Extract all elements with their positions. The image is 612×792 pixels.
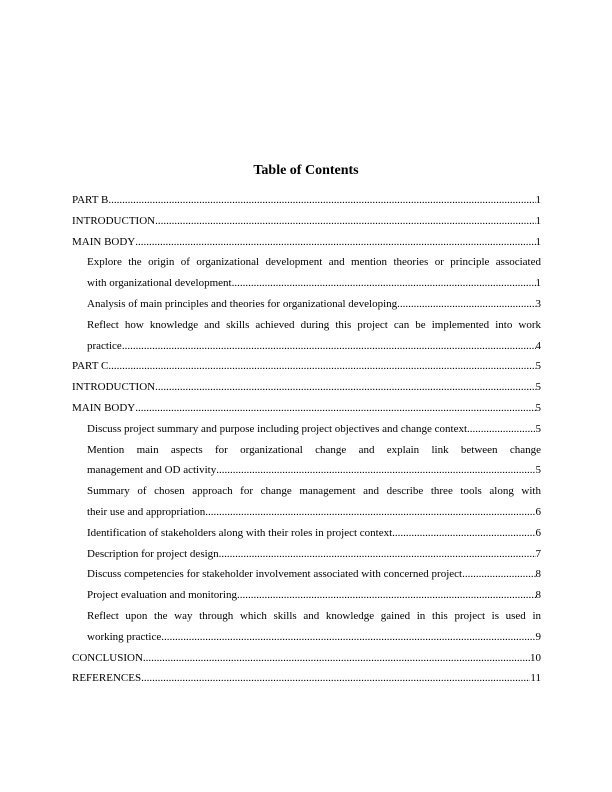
toc-entry-line	[87, 294, 541, 315]
toc-entry-line	[87, 460, 541, 481]
dot-leader	[155, 211, 535, 232]
toc-page-number: 1	[535, 214, 541, 227]
toc-entry-title: their use and appropriation	[87, 505, 206, 518]
toc-page-number: 9	[535, 630, 541, 643]
toc-page-number: 1	[535, 194, 541, 206]
toc-entry[interactable]	[72, 481, 541, 523]
toc-heading: Table of Contents	[253, 163, 359, 178]
toc-entry[interactable]	[72, 648, 541, 669]
toc-entry-line	[72, 190, 541, 211]
dot-leader	[135, 232, 535, 253]
dot-leader	[219, 544, 536, 565]
toc-entry-title: INTRODUCTION	[72, 381, 156, 394]
toc-entry-title: MAIN BODY	[72, 401, 136, 414]
toc-entry-line	[87, 419, 541, 440]
toc-entry-title: working practice	[87, 630, 162, 643]
dot-leader	[237, 585, 536, 606]
toc-entry-line	[72, 648, 541, 669]
toc-entry[interactable]	[72, 211, 541, 232]
toc-page-number: 4	[535, 339, 541, 352]
dot-leader	[143, 648, 530, 669]
dot-leader	[135, 398, 535, 419]
toc-entry-line	[87, 627, 541, 648]
dot-leader	[141, 668, 530, 689]
toc-entry[interactable]	[72, 294, 541, 315]
toc-entry-text-line: Explore the origin of organizational development and mention theories or principle associated	[87, 256, 541, 269]
toc-page-number: 8	[535, 568, 541, 581]
toc-page-number: 10	[530, 651, 541, 664]
toc-entry-title: INTRODUCTION	[72, 214, 156, 227]
dot-leader	[108, 356, 535, 377]
toc-page-number: 5	[535, 401, 541, 414]
toc-entry[interactable]	[72, 356, 541, 377]
toc-entry[interactable]	[72, 315, 541, 357]
toc-entry-line	[87, 502, 541, 523]
toc-entry-title: PART C	[72, 360, 109, 373]
toc-entry-line	[72, 398, 541, 419]
toc-page-number: 8	[535, 589, 541, 602]
toc-entry-title: CONCLUSION	[72, 651, 143, 664]
toc-entry-line	[87, 564, 541, 585]
toc-entry-line	[72, 211, 541, 232]
toc-entry-title: Analysis of main principles and theories for organizational developing	[87, 297, 398, 310]
toc-entry-title: REFERENCES	[72, 672, 142, 685]
dot-leader	[467, 419, 535, 440]
dot-leader	[216, 460, 535, 481]
toc-entry[interactable]	[72, 544, 541, 565]
toc-entry-line	[72, 377, 541, 398]
toc-entry[interactable]	[72, 564, 541, 585]
toc-entry-title: management and OD activity	[87, 464, 217, 477]
toc-page-number: 7	[535, 547, 541, 560]
toc-entry-line	[87, 273, 541, 294]
toc-entry-line	[87, 523, 541, 544]
toc-entry-line	[72, 232, 541, 253]
toc-entry[interactable]	[72, 232, 541, 253]
toc-page-number: 6	[535, 505, 541, 518]
dot-leader	[397, 294, 535, 315]
toc-entry[interactable]	[72, 377, 541, 398]
toc-entry[interactable]	[72, 668, 541, 689]
toc-entry-text-line: Reflect upon the way through which skills and knowledge gained in this project is used in	[87, 609, 541, 622]
toc-page-number: 1	[535, 235, 541, 248]
toc-page-number: 6	[535, 526, 541, 539]
toc-entry-line	[87, 544, 541, 565]
toc-entry-title: Project evaluation and monitoring	[87, 589, 237, 602]
toc-entry[interactable]	[72, 606, 541, 648]
toc-entry-text-line: Mention main aspects for organizational change and explain link between change	[87, 443, 541, 456]
toc-page-number: 5	[535, 381, 541, 394]
toc-entry-title: with organizational development	[87, 277, 232, 290]
toc-page-number: 11	[530, 672, 541, 685]
dot-leader	[161, 627, 535, 648]
toc-page-number: 3	[535, 297, 541, 310]
toc-entry-title: Discuss competencies for stakeholder involvement associated with concerned project	[87, 568, 463, 581]
dot-leader	[108, 190, 535, 211]
dot-leader	[155, 377, 535, 398]
toc-page-number: 5	[535, 422, 541, 435]
toc-entry-line	[72, 356, 541, 377]
toc-page-number: 5	[535, 464, 541, 477]
toc-entry[interactable]	[72, 440, 541, 482]
toc-entry-title: PART B	[72, 194, 109, 206]
dot-leader	[205, 502, 535, 523]
dot-leader	[462, 564, 535, 585]
toc-entry[interactable]	[72, 398, 541, 419]
toc-page-number: 1	[535, 277, 541, 290]
toc-entry-text-line: Reflect how knowledge and skills achieved during this project can be implemented into work	[87, 318, 541, 331]
toc-entry[interactable]	[72, 252, 541, 294]
dot-leader	[232, 273, 536, 294]
toc-entry-title: MAIN BODY	[72, 235, 136, 248]
toc-entry-line	[87, 585, 541, 606]
toc-entry-title: Discuss project summary and purpose including project objectives and change context	[87, 422, 468, 435]
toc-entry-title: Description for project design	[87, 547, 219, 560]
toc-entry[interactable]	[72, 419, 541, 440]
toc-entry[interactable]	[72, 585, 541, 606]
toc-entry-text-line: Summary of chosen approach for change management and describe three tools along with	[87, 485, 541, 498]
toc-page-number: 5	[535, 360, 541, 373]
dot-leader	[122, 336, 536, 357]
toc-entry[interactable]	[72, 523, 541, 544]
toc-entry-title: practice	[87, 339, 122, 352]
toc-entry-line	[87, 336, 541, 357]
table-of-contents	[72, 190, 541, 689]
dot-leader	[392, 523, 535, 544]
toc-entry-title: Identification of stakeholders along with their roles in project context	[87, 526, 393, 539]
toc-entry-line	[72, 668, 541, 689]
toc-entry[interactable]	[72, 190, 541, 211]
